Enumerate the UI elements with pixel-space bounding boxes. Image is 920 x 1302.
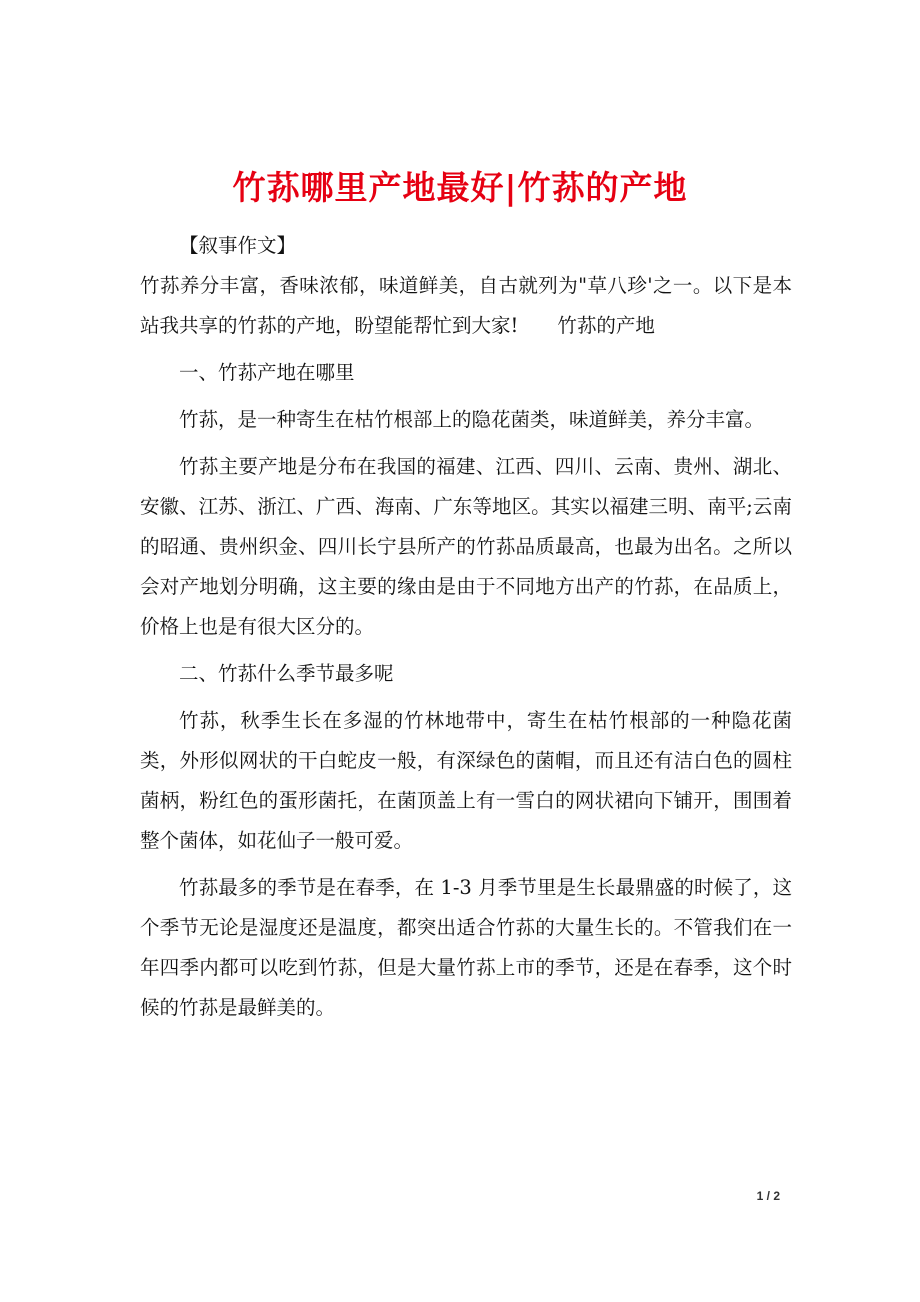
category-label: 【叙事作文】 bbox=[179, 234, 297, 257]
intro-paragraph: 竹荪养分丰富，香味浓郁，味道鲜美，自古就列为"草八珍'之一。以下是本站我共享的竹荪的产地，盼望能帮忙到大家! 竹荪的产地 bbox=[140, 274, 792, 337]
document-body bbox=[140, 226, 792, 1035]
section-heading-season: 二、竹荪什么季节最多呢 bbox=[179, 662, 394, 685]
body-paragraph: 竹荪主要产地是分布在我国的福建、江西、四川、云南、贵州、湖北、安徽、江苏、浙江、广西、海南、广东等地区。其实以福建三明、南平;云南的昭通、贵州织金、四川长宁县所产的竹荪品质最高，也最为出名。之所以会对产地划分明确，这主要的缘由是由于不同地方出产的竹荪，在品质上，价格上也是有很大区分的。 bbox=[140, 455, 792, 638]
body-paragraph: 竹荪，秋季生长在多湿的竹林地带中，寄生在枯竹根部的一种隐花菌类，外形似网状的干白蛇皮一般，有深绿色的菌帽，而且还有洁白色的圆柱菌柄，粉红色的蛋形菌托，在菌顶盖上有一雪白的网状裙向下铺开，围围着整个菌体，如花仙子一般可爱。 bbox=[140, 709, 792, 852]
page-number: 1 / 2 bbox=[756, 1189, 780, 1203]
body-paragraph: 竹荪最多的季节是在春季，在 1-3 月季节里是生长最鼎盛的时候了，这个季节无论是湿度还是温度，都突出适合竹荪的大量生长的。不管我们在一年四季内都可以吃到竹荪，但是大量竹荪上市的季节，还是在春季，这个时候的竹荪是最鲜美的。 bbox=[140, 876, 792, 1019]
body-paragraph: 竹荪，是一种寄生在枯竹根部上的隐花菌类，味道鲜美，养分丰富。 bbox=[179, 408, 765, 431]
section-heading-origin: 一、竹荪产地在哪里 bbox=[179, 361, 355, 384]
page-title: 竹荪哪里产地最好|竹荪的产地 bbox=[232, 168, 688, 208]
